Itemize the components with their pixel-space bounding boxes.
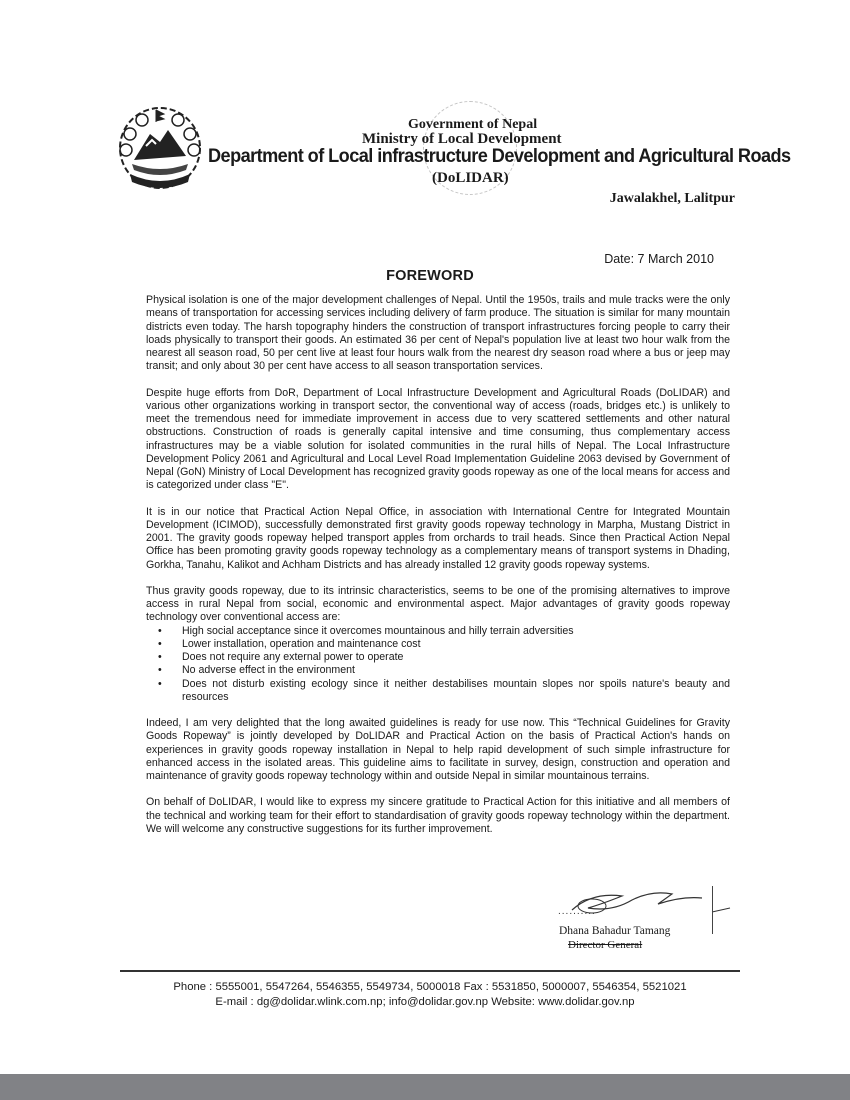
signature-block xyxy=(556,882,736,962)
paragraph: Indeed, I am very delighted that the long awaited guidelines is ready for use now. This “Technical Guidelines for Gravity Goods Ropeway” is jointly developed by DoLIDAR and Practical Action on the basis of Practical Action's hands on experiences in gravity goods ropeway installation in Nepal to help rapid development of such simple infrastructure for enhanced access in the isolated areas. This guideline aims to facilitate in survey, design, construction and operation and maintenance of gravity goods ropeway technology within and outside Nepal in similar mountainous terrains. xyxy=(146,717,730,782)
paragraph: Despite huge efforts from DoR, Department of Local Infrastructure Development and Agricultural Roads (DoLIDAR) and various other organizations working in transport sector, the conventional way of access (roads, bridges etc.) is unlikely to meet the tremendous need for immediate improvement in access due to very scattered settlements and other natural obstructions. Construction of roads is generally capital intensive and time consuming, thus complementary access infrastructures may be a viable solution for isolated communities in the rural hills of Nepal. The Local Infrastructure Development Policy 2061 and Agricultural and Local Level Road Implementation Guideline 2063 devised by Government of Nepal (GoN) Ministry of Local Development has recognized gravity goods ropeway as one of the local means for access and is categorized under class "E". xyxy=(146,386,730,492)
paragraph: It is in our notice that Practical Action Nepal Office, in association with International Centre for Integrated Mountain Development (ICIMOD), successfully demonstrated first gravity goods ropeway technology in Marpha, Mustang District in 2001. The gravity goods ropeway helped transport apples from orchards to trail heads. Since then Practical Action Nepal Office has been promoting gravity goods ropeway technology as a complementary means of transport systems in Dhading, Gorkha, Tanahu, Kalikot and Achham Districts and has already installed 12 gravity goods ropeway systems. xyxy=(146,505,730,571)
paragraph: On behalf of DoLIDAR, I would like to express my sincere gratitude to Practical Action for this initiative and all members of the technical and working team for their effort to standardisation of gravity goods ropeway technology within the department. We will welcome any constructive suggestions for its further improvement. xyxy=(146,796,730,835)
nepal-emblem-icon xyxy=(116,104,204,192)
list-item: • Lower installation, operation and maintenance cost xyxy=(182,638,730,651)
signature-line: .......... xyxy=(558,906,596,917)
contact-phone-fax: Phone : 5555001, 5547264, 5546355, 5549734, 5000018 Fax : 5531850, 5000007, 5546354, 5521021 xyxy=(173,981,687,993)
page-title: FOREWORD xyxy=(386,268,474,284)
viewer-bottom-bar xyxy=(0,1074,850,1100)
divider xyxy=(712,886,713,934)
department-name: Department of Local infrastructure Development and Agricultural Roads xyxy=(208,145,791,167)
government-name: Government of Nepal xyxy=(408,117,538,132)
department-abbreviation: (DoLIDAR) xyxy=(432,170,509,186)
list-item: • High social acceptance since it overcomes mountainous and hilly terrain adversities xyxy=(182,625,730,638)
letter-date: Date: 7 March 2010 xyxy=(604,252,714,266)
signatory-name: Dhana Bahadur Tamang xyxy=(559,925,671,937)
list-item: • No adverse effect in the environment xyxy=(182,664,730,677)
foreword-body xyxy=(146,294,730,849)
ministry-name: Ministry of Local Development xyxy=(362,131,562,147)
paragraph: Thus gravity goods ropeway, due to its intrinsic characteristics, seems to be one of the promising alternatives to improve access in rural Nepal from social, economic and environmental aspect. Major advantages of gravity goods ropeway technology over conventional access are: xyxy=(146,584,730,624)
signatory-title: Director General xyxy=(568,939,643,951)
list-item: • Does not disturb existing ecology since it neither destabilises mountain slopes nor spoils nature's beauty and resources xyxy=(182,678,730,705)
contact-email-website: E-mail : dg@dolidar.wlink.com.np; info@dolidar.gov.np Website: www.dolidar.gov.np xyxy=(215,996,635,1008)
paragraph: Physical isolation is one of the major development challenges of Nepal. Until the 1950s, trails and mule tracks were the only means of transportation for accessing services including delivery of farm produce. The situation is similar for many mountain districts even today. The harsh topography hinders the construction of transport infrastructures forcing people to carry their loads physically to transport their goods. An estimated 36 per cent of Nepal's population live at least two hour walk from the nearest all season road, 50 per cent live at least four hours walk from the nearest dry season road where a bus or jeep may transit; and only about 30 per cent have access to all season transportation services. xyxy=(146,294,730,373)
advantages-list xyxy=(146,625,730,705)
office-location: Jawalakhel, Lalitpur xyxy=(609,191,735,206)
list-item: • Does not require any external power to operate xyxy=(182,651,730,664)
footer-divider xyxy=(120,970,740,972)
